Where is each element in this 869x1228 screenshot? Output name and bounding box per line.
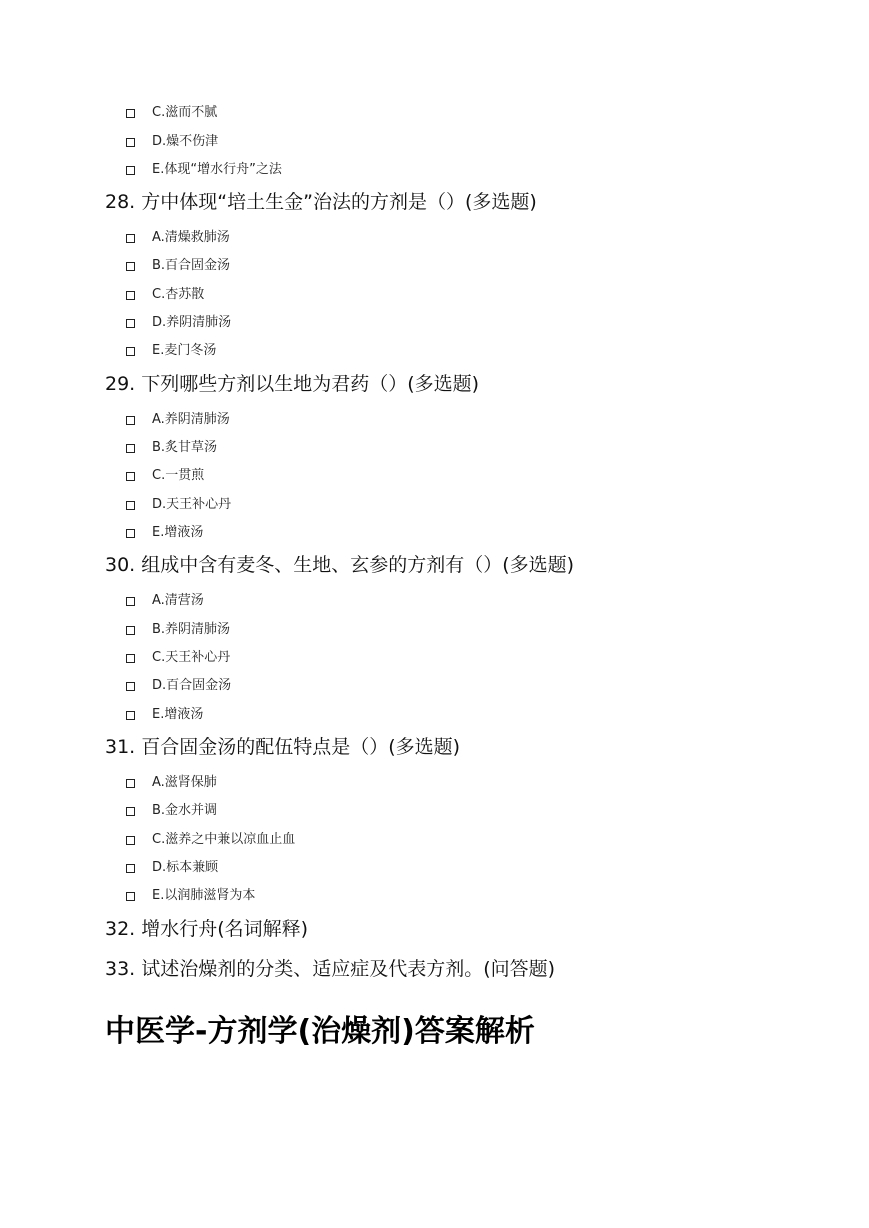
option-label: A.清营汤 xyxy=(152,593,204,608)
option-label: D.养阴清肺汤 xyxy=(152,315,232,330)
question-31-title: 31. 百合固金汤的配伍特点是（）(多选题) xyxy=(105,736,461,758)
option-label: B.炙甘草汤 xyxy=(152,440,218,455)
option-30-a[interactable] xyxy=(126,591,204,611)
option-29-c[interactable] xyxy=(126,466,204,486)
option-27-d[interactable] xyxy=(126,132,218,152)
checkbox[interactable] xyxy=(126,291,135,300)
option-29-b[interactable] xyxy=(126,438,217,458)
option-label: E.体现“增水行舟”之法 xyxy=(152,162,282,177)
checkbox[interactable] xyxy=(126,501,135,510)
option-label: A.养阴清肺汤 xyxy=(152,412,230,427)
option-label: D.标本兼顾 xyxy=(152,860,219,875)
option-label: D.燥不伤津 xyxy=(152,134,219,149)
option-31-a[interactable] xyxy=(126,773,217,793)
option-label: E.增液汤 xyxy=(152,707,204,722)
checkbox[interactable] xyxy=(126,529,135,538)
section-title: 中医学-方剂学(治燥剂)答案解析 xyxy=(105,1014,535,1049)
checkbox[interactable] xyxy=(126,597,135,606)
option-label: E.以润肺滋肾为本 xyxy=(152,888,256,903)
option-31-c[interactable] xyxy=(126,830,295,850)
option-28-c[interactable] xyxy=(126,285,204,305)
option-label: A.滋肾保肺 xyxy=(152,775,217,790)
question-30-title: 30. 组成中含有麦冬、生地、玄参的方剂有（）(多选题) xyxy=(105,554,575,576)
checkbox[interactable] xyxy=(126,109,135,118)
checkbox[interactable] xyxy=(126,892,135,901)
checkbox[interactable] xyxy=(126,347,135,356)
question-33-title: 33. 试述治燥剂的分类、适应症及代表方剂。(问答题) xyxy=(105,958,556,980)
option-30-e[interactable] xyxy=(126,705,203,725)
checkbox[interactable] xyxy=(126,444,135,453)
option-label: B.金水并调 xyxy=(152,803,218,818)
option-28-d[interactable] xyxy=(126,313,231,333)
option-31-b[interactable] xyxy=(126,801,217,821)
option-label: C.杏苏散 xyxy=(152,287,205,302)
checkbox[interactable] xyxy=(126,654,135,663)
option-29-a[interactable] xyxy=(126,410,230,430)
option-31-e[interactable] xyxy=(126,886,255,906)
checkbox[interactable] xyxy=(126,864,135,873)
option-30-b[interactable] xyxy=(126,620,230,640)
option-label: E.麦门冬汤 xyxy=(152,343,217,358)
checkbox[interactable] xyxy=(126,416,135,425)
option-label: C.一贯煎 xyxy=(152,468,205,483)
option-label: D.天王补心丹 xyxy=(152,497,232,512)
question-32-title: 32. 增水行舟(名词解释) xyxy=(105,918,309,940)
option-29-e[interactable] xyxy=(126,523,203,543)
question-28-title: 28. 方中体现“培土生金”治法的方剂是（）(多选题) xyxy=(105,191,537,213)
checkbox[interactable] xyxy=(126,807,135,816)
option-28-b[interactable] xyxy=(126,256,230,276)
question-29-title: 29. 下列哪些方剂以生地为君药（）(多选题) xyxy=(105,373,480,395)
option-label: C.滋而不腻 xyxy=(152,105,218,120)
checkbox[interactable] xyxy=(126,234,135,243)
option-29-d[interactable] xyxy=(126,495,231,515)
option-31-d[interactable] xyxy=(126,858,218,878)
option-28-e[interactable] xyxy=(126,341,216,361)
checkbox[interactable] xyxy=(126,262,135,271)
option-28-a[interactable] xyxy=(126,228,230,248)
option-label: B.百合固金汤 xyxy=(152,258,231,273)
checkbox[interactable] xyxy=(126,779,135,788)
option-label: A.清燥救肺汤 xyxy=(152,230,230,245)
option-label: E.增液汤 xyxy=(152,525,204,540)
option-30-d[interactable] xyxy=(126,676,231,696)
checkbox[interactable] xyxy=(126,711,135,720)
option-label: D.百合固金汤 xyxy=(152,678,232,693)
checkbox[interactable] xyxy=(126,836,135,845)
checkbox[interactable] xyxy=(126,682,135,691)
checkbox[interactable] xyxy=(126,138,135,147)
checkbox[interactable] xyxy=(126,472,135,481)
option-label: B.养阴清肺汤 xyxy=(152,622,231,637)
checkbox[interactable] xyxy=(126,626,135,635)
option-30-c[interactable] xyxy=(126,648,230,668)
checkbox[interactable] xyxy=(126,319,135,328)
option-27-e[interactable] xyxy=(126,160,282,180)
option-27-c[interactable] xyxy=(126,103,217,123)
option-label: C.天王补心丹 xyxy=(152,650,231,665)
option-label: C.滋养之中兼以凉血止血 xyxy=(152,832,296,847)
checkbox[interactable] xyxy=(126,166,135,175)
